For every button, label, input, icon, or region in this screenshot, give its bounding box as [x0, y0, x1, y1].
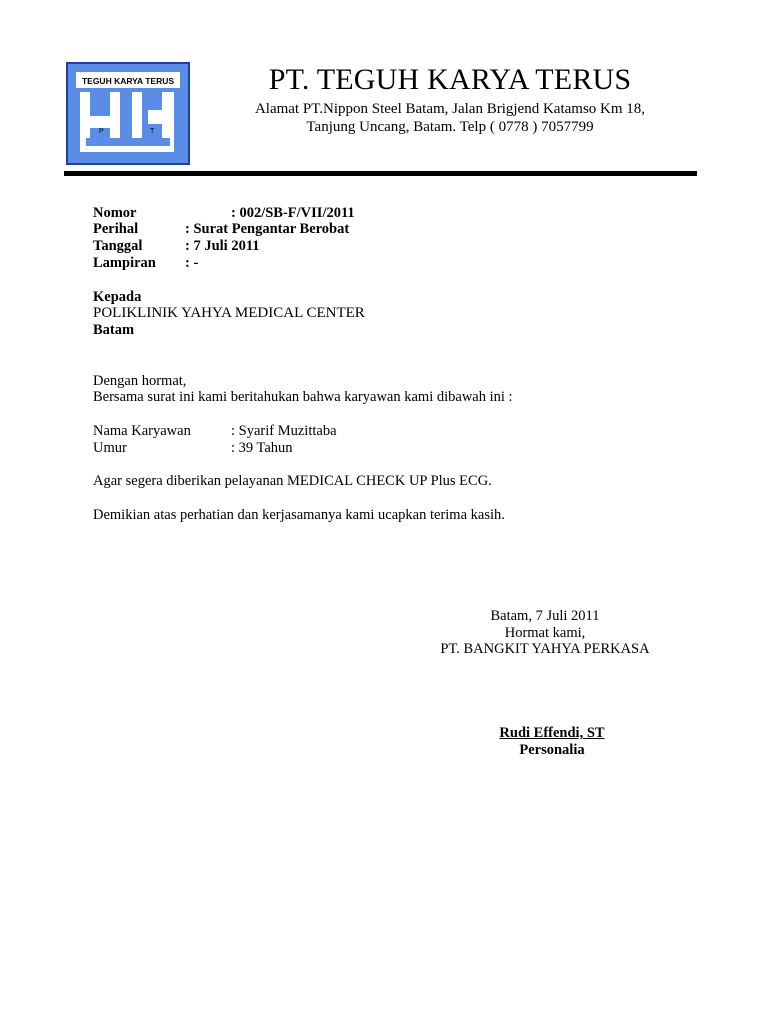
perihal-value: : Surat Pengantar Berobat: [185, 221, 350, 237]
signer-name: Rudi Effendi, ST: [499, 725, 605, 741]
lampiran-value: : -: [185, 255, 199, 271]
nomor-label: Nomor: [93, 205, 137, 221]
recipient-name: POLIKLINIK YAHYA MEDICAL CENTER: [93, 305, 365, 321]
logo-letter-t: T: [150, 128, 155, 135]
perihal-label: Perihal: [93, 221, 139, 237]
tanggal-value: : 7 Juli 2011: [185, 238, 260, 254]
kepada-label: Kepada: [93, 289, 142, 305]
request-text: Agar segera diberikan pelayanan MEDICAL CHECK UP Plus ECG.: [93, 473, 492, 489]
closing-text: Demikian atas perhatian dan kerjasamanya kami ucapkan terima kasih.: [93, 507, 505, 523]
intro-text: Bersama surat ini kami beritahukan bahwa karyawan kami dibawah ini :: [93, 389, 513, 405]
employee-name-label: Nama Karyawan: [93, 423, 191, 439]
logo-text: TEGUH KARYA TERUS: [81, 76, 175, 86]
employee-age-label: Umur: [93, 440, 127, 456]
letterhead-divider: [64, 171, 697, 176]
employee-age-value: : 39 Tahun: [231, 440, 293, 456]
greeting: Dengan hormat,: [93, 373, 187, 389]
company-name: PT. TEGUH KARYA TERUS: [268, 63, 632, 96]
employee-name-value: : Syarif Muzittaba: [231, 423, 337, 439]
logo-letter-p: P: [99, 128, 104, 135]
signature-company: PT. BANGKIT YAHYA PERKASA: [440, 641, 650, 657]
company-address-line-1: Alamat PT.Nippon Steel Batam, Jalan Brigjend Katamso Km 18,: [254, 101, 646, 117]
lampiran-label: Lampiran: [93, 255, 156, 271]
recipient-city: Batam: [93, 322, 135, 338]
nomor-value: : 002/SB-F/VII/2011: [231, 205, 355, 221]
signer-title: Personalia: [519, 742, 585, 758]
place-date: Batam, 7 Juli 2011: [490, 608, 600, 624]
regards: Hormat kami,: [504, 625, 586, 641]
tanggal-label: Tanggal: [93, 238, 143, 254]
company-logo: [66, 62, 190, 165]
company-address-line-2: Tanjung Uncang, Batam. Telp ( 0778 ) 7057799: [306, 119, 594, 135]
